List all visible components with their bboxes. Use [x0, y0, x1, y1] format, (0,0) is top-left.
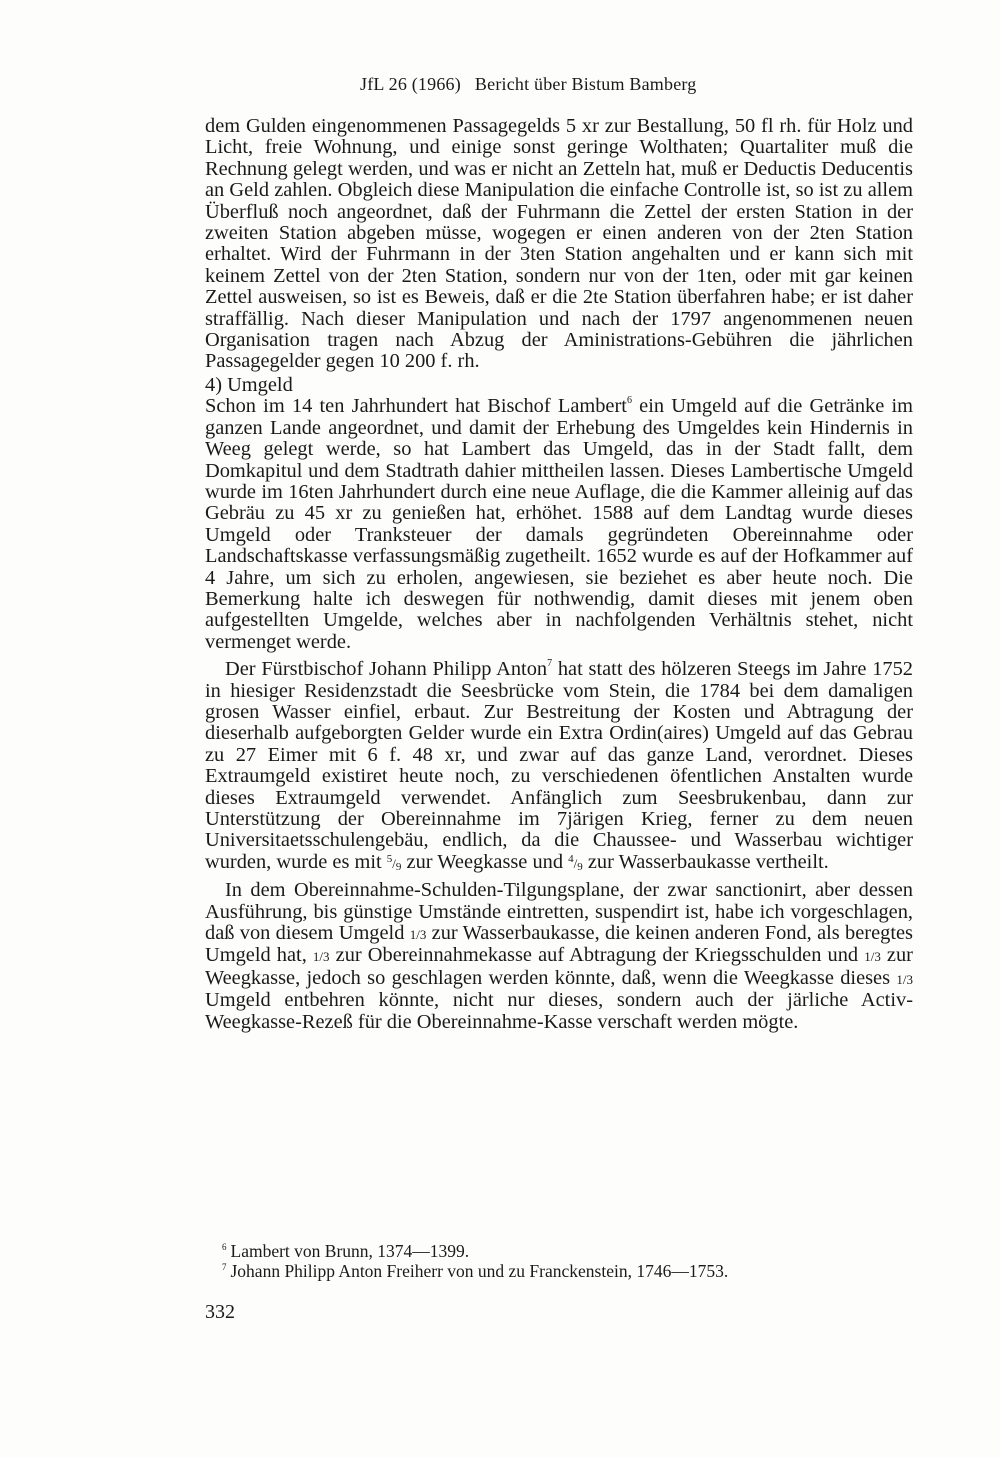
running-header: [360, 74, 770, 95]
main-text: [205, 116, 913, 1033]
paragraph-text: zur Weegkasse und: [401, 850, 564, 873]
footnote-ref-6[interactable]: 6: [626, 395, 632, 407]
paragraph-text: zur Wasserbaukasse, die keinen anderen Fond, als beregtes Umgeld hat,: [205, 922, 913, 967]
footnote-ref-7[interactable]: 7: [547, 658, 553, 670]
section-heading-umgeld: 4) Umgeld: [205, 373, 293, 396]
fraction-one-third: 1/3: [896, 971, 913, 987]
paragraph-text: In dem Obereinnahme-Schulden-Tilgungsplane, der zwar sanctionirt, aber dessen Ausführung, bis günstige Umstände eintretten, suspendirt ist, habe ich vorgeschlagen, daß von diesem Umgeld: [205, 879, 913, 945]
journal-reference: JfL 26 (1966): [360, 74, 461, 94]
fraction-one-third: 1/3: [864, 949, 881, 965]
footnote-text: Lambert von Brunn, 1374—1399.: [230, 1241, 470, 1261]
paragraph-text: hat statt des hölzeren Steegs im Jahre 1752 in hiesiger Residenzstadt die Seesbrücke vom Stein, die 1784 bei dem damaligen grosen Wasser einfiel, erbaut. Zur Bestreitung der Kosten und Abtragung der dieserhalb aufgeborgten Gelder wurde ein Extra Ordin(aires) Umgeld auf das Gebrau zu 27 Eimer mit 6 f. 48 xr, und zwar auf das ganze Land, verordnet. Dieses Extraumgeld existiret heute noch, zu verschiedenen öfentlichen Anstalten wurde dieses Extraumgeld verwendet. Anfänglich zum Seesbrukenbau, dann zur Unterstützung der Obereinnahme im 7järigen Krieg, ferner zu dem neuen Universitaetsschulengebäu, endlich, da die Chaussee- und Wasserbau wichtiger wurden, wurde es mit: [205, 658, 913, 873]
paragraph-text: Der Fürstbischof Johann Philipp Anton: [225, 658, 548, 681]
fraction-one-third: 1/3: [312, 949, 330, 965]
paragraph-text: Schon im 14 ten Jahrhundert hat Bischof Lambert: [205, 395, 627, 418]
page-number: 332: [205, 1301, 235, 1323]
article-title: Bericht über Bistum Bamberg: [474, 74, 697, 94]
paragraph-text: ein Umgeld auf die Getränke im ganzen Lande angeordnet, und damit der Erhebung des Umgeldes kein Hindernis in Weeg gelegt werde, so hat Lambert das Umgeld, das in der Stadt fallt, dem Domkapitul und dem Stadtrath dahier mittheilen lassen. Dieses Lambertische Umgeld wurde im 16ten Jahrhundert durch eine neue Auflage, die die Kammer alleinig auf das Gebräu zu 45 xr zu genießen hat, erhöhet. 1588 auf dem Landtag wurde dieses Umgeld oder Tranksteuer der damals gegründeten Obereinnahme oder Landschaftskasse verfassungsmäßig zugetheilt. 1652 wurde es auf der Hofkammer auf 4 Jahre, um sich zu erholen, angewiesen, sie beziehet es aber heute noch. Die Bemerkung halte ich deswegen für nothwendig, damit dieses mit jenem oben aufgestellten Umgelde, welches aber in nachfolgenden Verhältnis stehet, nicht vermenget werde.: [205, 395, 914, 653]
paragraph-extraumgeld: [205, 659, 913, 874]
footnote-6: [222, 1241, 922, 1261]
fraction-one-third: 1/3: [409, 927, 427, 943]
paragraph-text: zur Weegkasse, jedoch so geschlagen werden könnte, daß, wenn die Weegkasse dieses: [205, 944, 913, 989]
paragraph-tilgungsplan: [205, 880, 913, 1033]
footnotes: [222, 1241, 922, 1281]
fraction-four-ninths: $^4/_9$: [568, 852, 583, 873]
paragraph-lambert-umgeld: [205, 396, 913, 653]
footnote-mark: 7: [222, 1262, 227, 1272]
footnote-mark: 6: [222, 1242, 227, 1252]
fraction-five-ninths: $^5/_9$: [386, 852, 402, 873]
paragraph-passagegelder: dem Gulden eingenommenen Passagegelds 5 xr zur Bestallung, 50 fl rh. für Holz und Licht, freie Wohnung, und einige sonst geringe Wolthaten; Quartaliter muß die Rechnung gelegt werden, und was er nicht an Zetteln hat, muß er Deductis Deducentis an Geld zahlen. Obgleich diese Manipulation die einfache Controlle ist, so ist zu allem Überfluß noch angeordnet, daß der Fuhrmann die Zettel der ersten Station in der zweiten Station abgeben müsse, wogegen er einen anderen von der 2ten Station erhaltet. Wird der Fuhrmann in der 3ten Station angehalten und er kann sich mit keinem Zettel von der 2ten Station, sondern nur von der 1ten, oder mit gar keinen Zettel ausweisen, so ist es Beweis, daß er die 2te Station überfahren habe; er ist daher straffällig. Nach dieser Manipulation und nach der 1797 angenommenen neuen Organisation tragen nach Abzug der Aministrations-Gebühren die jährlichen Passagegelder gegen 10 200 f. rh.: [205, 115, 913, 373]
footnote-7: [222, 1261, 922, 1281]
paragraph-text: Umgeld entbehren könnte, nicht nur dieses, sondern auch der järliche Activ-Weegkasse-Rezeß für die Obereinnahme-Kasse verschaft werden mögte.: [205, 989, 913, 1033]
paragraph-text: zur Wasserbaukasse vertheilt.: [582, 850, 829, 873]
paragraph-text: zur Obereinnahmekasse auf Abtragung der Kriegsschulden und: [329, 944, 859, 967]
footnote-text: Johann Philipp Anton Freiherr von und zu Franckenstein, 1746—1753.: [230, 1261, 729, 1281]
